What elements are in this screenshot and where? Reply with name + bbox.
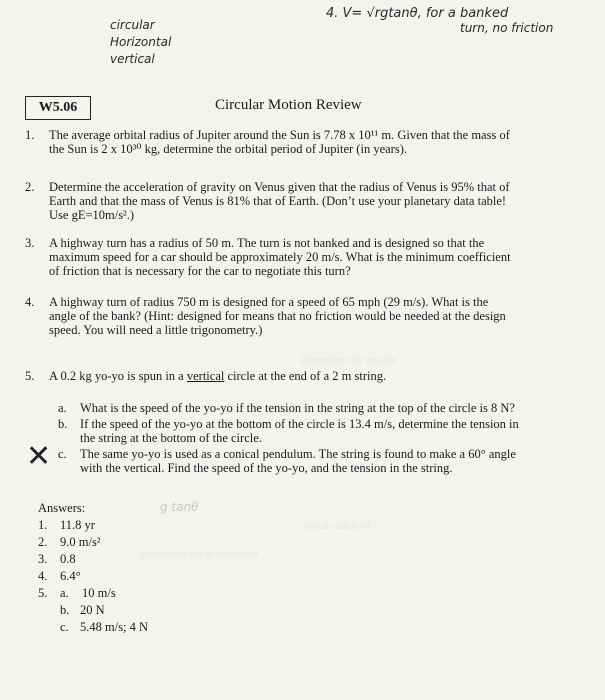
subquestion-c [58,447,588,475]
handwritten-formula-note [326,6,553,36]
subquestion-line: The same yo-yo is used as a conical pendulum. The string is found to make a 60° angle [80,447,516,461]
answer-value: 6.4° [60,569,81,583]
answer-item [38,517,148,534]
answer-number: 5. [38,586,48,600]
page-title: Circular Motion Review [215,97,362,113]
question-2 [25,180,580,222]
question-4 [25,295,580,337]
subquestion-letter: c. [58,447,67,461]
answer-subitem [38,602,148,619]
answer-value: 10 m/s [82,586,116,600]
answers-heading: Answers: [38,501,86,515]
answer-item [38,534,148,551]
answer-value: 11.8 yr [60,518,95,532]
subquestion-letter: a. [58,401,67,415]
answer-value: 0.8 [60,552,76,566]
question-5 [25,369,580,383]
question-1 [25,128,580,156]
subquestion-line: If the speed of the yo-yo at the bottom of the circle is 13.4 m/s, determine the tension in [80,417,519,431]
subquestion-line: the string at the bottom of the circle. [80,431,262,445]
subquestion-a [58,401,588,415]
question-line: Earth and that the mass of Venus is 81% that of Earth. (Don’t use your planetary data table! [49,194,507,208]
handwritten-formula-cont: turn, no friction [460,21,554,35]
answer-value: 20 N [80,603,105,617]
subquestion-b [58,417,588,445]
answer-item [38,568,148,585]
question-text-post: circle at the end of a 2 m string. [224,369,387,383]
handwritten-word: Horizontal [110,35,172,49]
handwritten-formula: 4. V= √rgtanθ, for a banked [326,6,509,21]
question-number: 4. [25,295,35,309]
answer-number: 3. [38,552,48,566]
question-line: A highway turn of radius 750 m is designed for a speed of 65 mph (29 m/s). What is the [49,295,489,309]
bleed-through-text: orbital radius of [300,520,371,532]
question-line: maximum speed for a car should be approximately 20 m/s. What is the minimum coefficient [49,250,511,264]
answer-letter: b. [60,603,70,617]
subquestion-letter: b. [58,417,68,431]
answer-number: 1. [38,518,48,532]
answer-letter: a. [60,586,69,600]
answer-item [38,585,148,602]
underlined-word: vertical [186,369,225,383]
faded-handwriting: g tanθ [160,500,199,514]
answers-section [38,500,148,636]
answer-number: 4. [38,569,48,583]
answer-subitem [38,619,148,636]
subquestion-line: What is the speed of the yo-yo if the tension in the string at the top of the circle is 8 N? [80,401,515,415]
bleed-through-text: Determine the acceleration [140,548,259,560]
question-line: speed. You will need a little trigonometry.) [49,323,263,337]
handwritten-x-mark-icon: ✕ [26,439,52,474]
answer-value: 9.0 m/s² [60,535,101,549]
question-line: The average orbital radius of Jupiter around the Sun is 7.78 x 10¹¹ m. Given that the mass of [49,128,510,142]
question-line: of friction that is necessary for the car to negotiate this turn? [49,264,351,278]
answer-item [38,551,148,568]
question-line: Determine the acceleration of gravity on Venus given that the radius of Venus is 95% that of [49,180,510,194]
answer-letter: c. [60,620,69,634]
question-number: 1. [25,128,35,142]
question-number: 2. [25,180,35,194]
question-line: the Sun is 2 x 10³⁰ kg, determine the orbital period of Jupiter (in years). [49,142,407,156]
handwritten-word: vertical [110,52,155,66]
handwritten-word: circular [110,18,155,32]
question-line: angle of the bank? (Hint: designed for means that no friction would be needed at the design [49,309,506,323]
worksheet-code: W5.06 [25,96,91,120]
question-line: A highway turn has a radius of 50 m. The turn is not banked and is designed so that the [49,236,485,250]
subquestion-line: with the vertical. Find the speed of the yo-yo, and the tension in the string. [80,461,453,475]
question-number: 3. [25,236,35,250]
question-3 [25,236,580,278]
question-text-pre: A 0.2 kg yo-yo is spun in a [49,369,187,383]
question-line: Use gE=10m/s².) [49,208,135,222]
answer-number: 2. [38,535,48,549]
question-number: 5. [25,369,35,383]
answer-value: 5.48 m/s; 4 N [80,620,149,634]
bleed-through-text: Determine the tension [300,354,398,366]
handwritten-motion-types [110,18,220,69]
